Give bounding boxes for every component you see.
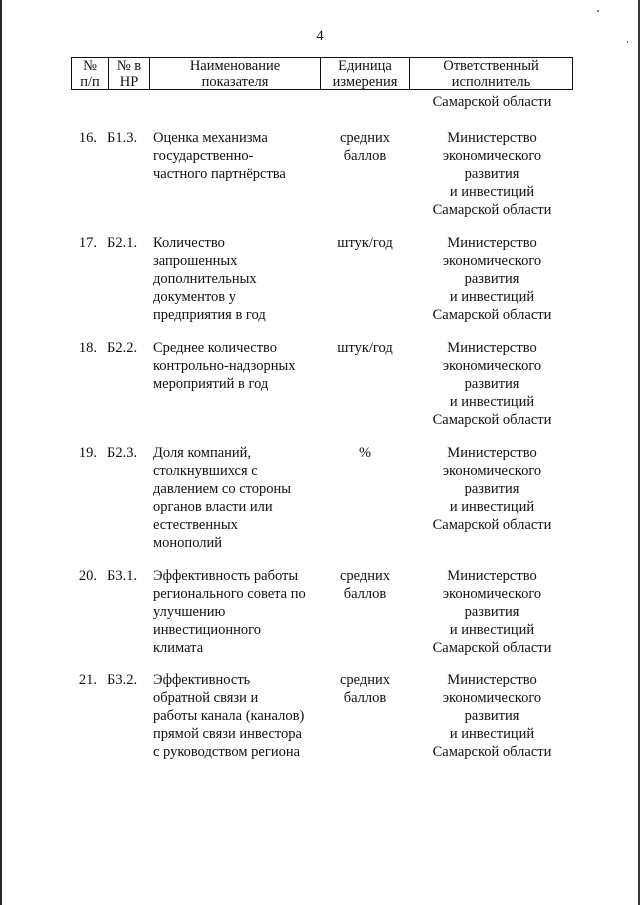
carry-over-text: Самарской области — [432, 94, 552, 110]
row-indicator-name: Эффективность работы регионального совета по улучшению инвестиционного климата — [153, 568, 306, 656]
page-number: 4 — [316, 28, 324, 44]
header-col-name: Наименование показателя — [189, 58, 281, 90]
row-responsible: Министерство экономического развития и инвестиций Самарской области — [432, 235, 552, 323]
scan-speck — [597, 10, 599, 12]
row-number: 21. — [78, 672, 97, 688]
row-unit: средних баллов — [339, 130, 391, 164]
header-col-code: № в НР — [116, 58, 142, 90]
row-responsible: Министерство экономического развития и инвестиций Самарской области — [432, 672, 552, 760]
row-number: 18. — [78, 340, 97, 356]
row-number: 19. — [78, 445, 97, 461]
row-indicator-name: Среднее количество контрольно-надзорных мероприятий в год — [153, 340, 296, 392]
table-header — [71, 57, 573, 90]
row-unit: штук/год — [337, 340, 393, 356]
row-code: Б2.1. — [107, 235, 138, 251]
row-code: Б2.3. — [107, 445, 138, 461]
row-number: 20. — [78, 568, 97, 584]
row-unit: % — [358, 445, 372, 461]
header-col-unit: Единица измерения — [332, 58, 398, 90]
row-number: 17. — [78, 235, 97, 251]
row-responsible: Министерство экономического развития и инвестиций Самарской области — [432, 130, 552, 218]
row-responsible: Министерство экономического развития и инвестиций Самарской области — [432, 445, 552, 533]
header-col-resp: Ответственный исполнитель — [443, 58, 539, 90]
row-responsible: Министерство экономического развития и инвестиций Самарской области — [432, 568, 552, 656]
row-responsible: Министерство экономического развития и инвестиций Самарской области — [432, 340, 552, 428]
row-code: Б3.2. — [107, 672, 138, 688]
row-unit: штук/год — [337, 235, 393, 251]
row-code: Б3.1. — [107, 568, 138, 584]
row-code: Б2.2. — [107, 340, 138, 356]
row-indicator-name: Эффективность обратной связи и работы канала (каналов) прямой связи инвестора с руководством региона — [153, 672, 305, 760]
row-unit: средних баллов — [339, 568, 391, 602]
row-unit: средних баллов — [339, 672, 391, 706]
row-indicator-name: Оценка механизма государственно- частного партнёрства — [153, 130, 286, 182]
header-col-num: № п/п — [80, 58, 100, 90]
scan-edge-left — [0, 0, 2, 905]
row-number: 16. — [78, 130, 97, 146]
row-code: Б1.3. — [107, 130, 138, 146]
row-indicator-name: Количество запрошенных дополнительных документов у предприятия в год — [153, 235, 266, 323]
row-indicator-name: Доля компаний, столкнувшихся с давлением со стороны органов власти или естественных монополий — [153, 445, 292, 551]
